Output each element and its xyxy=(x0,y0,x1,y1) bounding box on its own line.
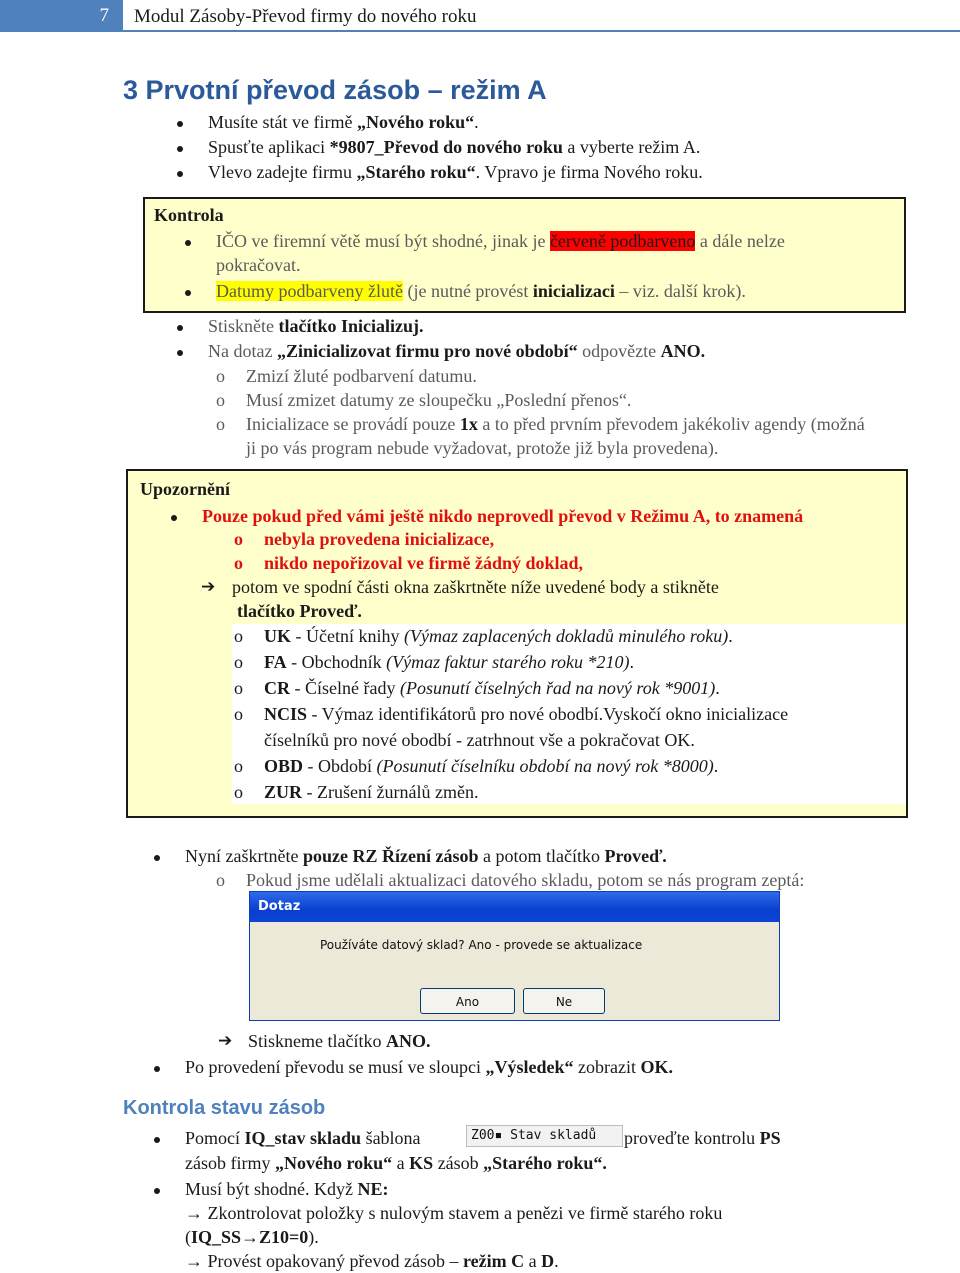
instruction-text: potom ve spodní části okna zaškrtněte níže uvedené body a stikněte xyxy=(232,577,719,597)
dotaz-dialog xyxy=(249,891,780,1021)
sub-marker: o xyxy=(234,704,243,724)
sub-item: Pokud jsme udělali aktualizaci datového skladu, potom se nás program zeptá: xyxy=(246,870,805,890)
sub-marker: o xyxy=(234,529,243,549)
list-item: Spusťte aplikaci *9807_Převod do nového roku a vyberte režim A. xyxy=(208,137,701,157)
option-fa: FA - Obchodník (Výmaz faktur starého roku *210). xyxy=(264,652,634,672)
sub-item: Musí zmizet datumy ze sloupečku „Poslední přenos“. xyxy=(246,390,632,410)
list-item: Musíte stát ve firmě „Nového roku“. xyxy=(208,112,479,132)
sub-marker: o xyxy=(234,553,243,573)
list-item: Stiskněte tlačítko Inicializuj. xyxy=(208,316,424,336)
list-item: Na dotaz „Zinicializovat firmu pro nové období“ odpovězte ANO. xyxy=(208,341,706,361)
kontrola-item: IČO ve firemní větě musí být shodné, jinak je červeně podbarveno a dále nelze xyxy=(216,231,785,251)
warning-text: nikdo nepořizoval ve firmě žádný doklad, xyxy=(264,553,584,573)
option-uk: UK - Účetní knihy (Výmaz zaplacených dokladů minulého roku). xyxy=(264,626,733,646)
sub-marker: o xyxy=(234,678,243,698)
list-item: Vlevo zadejte firmu „Starého roku“. Vpravo je firma Nového roku. xyxy=(208,162,703,182)
template-stav-skladu: Z00▪ Stav skladů xyxy=(466,1125,623,1147)
option-zur: ZUR - Zrušení žurnálů změn. xyxy=(264,782,479,802)
bullet xyxy=(154,1066,160,1072)
option-ncis: NCIS - Výmaz identifikátorů pro nové obodbí.Vyskočí okno inicializace xyxy=(264,704,789,724)
section-heading: 3 Prvotní převod zásob – režim A xyxy=(123,75,547,105)
bullet xyxy=(177,146,183,152)
list-item: Po provedení převodu se musí ve sloupci „Výsledek“ zobrazit OK. xyxy=(185,1057,673,1077)
sub-marker: o xyxy=(216,870,225,890)
kontrola-item-cont: pokračovat. xyxy=(216,255,301,275)
sub-marker: o xyxy=(216,390,225,410)
dialog-title: Dotaz xyxy=(250,892,779,922)
bullet xyxy=(185,290,191,296)
instruction-text: tlačítko Proveď. xyxy=(237,601,362,621)
list-item: Nyní zaškrtněte pouze RZ Řízení zásob a potom tlačítko Proveď. xyxy=(185,846,667,866)
arrow-icon: ➔ xyxy=(218,1031,233,1051)
paragraph-line: proveďte kontrolu PS xyxy=(624,1128,781,1148)
bullet xyxy=(177,325,183,331)
paragraph-line: zásob firmy „Nového roku“ a KS zásob „Starého roku“. xyxy=(185,1153,607,1173)
option-obd: OBD - Období (Posunutí číselníku období na nový rok *8000). xyxy=(264,756,719,776)
sub-item: Inicializace se provádí pouze 1x a to před prvním převodem jakékoliv agendy (možná xyxy=(246,414,865,434)
paragraph-line: Pomocí IQ_stav skladu šablona xyxy=(185,1128,421,1148)
sub-marker: o xyxy=(234,782,243,802)
dialog-no-button[interactable]: Ne xyxy=(523,988,605,1014)
paragraph-line: → Zkontrolovat položky s nulovým stavem a penězi ve firmě starého roku xyxy=(185,1203,723,1223)
dialog-message: Používáte datový sklad? Ano - provede se aktualizace xyxy=(320,938,643,952)
page-header xyxy=(0,0,960,32)
right-arrow-icon: → xyxy=(185,1251,203,1271)
warning-text: nebyla provedena inicializace, xyxy=(264,529,495,549)
arrow-icon: ➔ xyxy=(201,577,216,597)
bullet xyxy=(154,855,160,861)
paragraph-line: Musí být shodné. Když NE: xyxy=(185,1179,389,1199)
bullet xyxy=(154,1137,160,1143)
instruction-text: Stiskneme tlačítko ANO. xyxy=(248,1031,431,1051)
paragraph-line: → Provést opakovaný převod zásob – režim C a D. xyxy=(185,1251,559,1271)
header-rule xyxy=(123,30,960,32)
paragraph-line: (IQ_SS→Z10=0). xyxy=(185,1227,319,1247)
sub-marker: o xyxy=(234,626,243,646)
option-cr: CR - Číselné řady (Posunutí číselných řad na nový rok *9001). xyxy=(264,678,720,698)
bullet xyxy=(177,121,183,127)
section-heading: Kontrola stavu zásob xyxy=(123,1097,326,1119)
page-number: 7 xyxy=(0,0,123,32)
sub-marker: o xyxy=(216,366,225,386)
sub-marker: o xyxy=(216,414,225,434)
sub-marker: o xyxy=(234,756,243,776)
kontrola-title: Kontrola xyxy=(154,205,224,225)
sub-item-cont: ji po vás program nebude vyžadovat, protože již byla provedena). xyxy=(246,438,719,458)
option-ncis-cont: číselníků pro nové obodbí - zatrhnout vše a pokračovat OK. xyxy=(264,730,695,750)
header-title: Modul Zásoby-Převod firmy do nového roku xyxy=(134,6,477,27)
bullet xyxy=(177,350,183,356)
right-arrow-icon: → xyxy=(241,1227,260,1247)
bullet xyxy=(177,171,183,177)
sub-item: Zmizí žluté podbarvení datumu. xyxy=(246,366,477,386)
warning-text: Pouze pokud před vámi ještě nikdo neprovedl převod v Režimu A, to znamená xyxy=(202,506,804,526)
bullet xyxy=(154,1188,160,1194)
dialog-yes-button[interactable]: Ano xyxy=(420,988,515,1014)
kontrola-item: Datumy podbarveny žlutě (je nutné provést inicializaci – viz. další krok). xyxy=(216,281,746,301)
upozorneni-title: Upozornění xyxy=(140,479,230,499)
sub-marker: o xyxy=(234,652,243,672)
bullet xyxy=(171,515,177,521)
bullet xyxy=(185,240,191,246)
right-arrow-icon: → xyxy=(185,1203,203,1223)
